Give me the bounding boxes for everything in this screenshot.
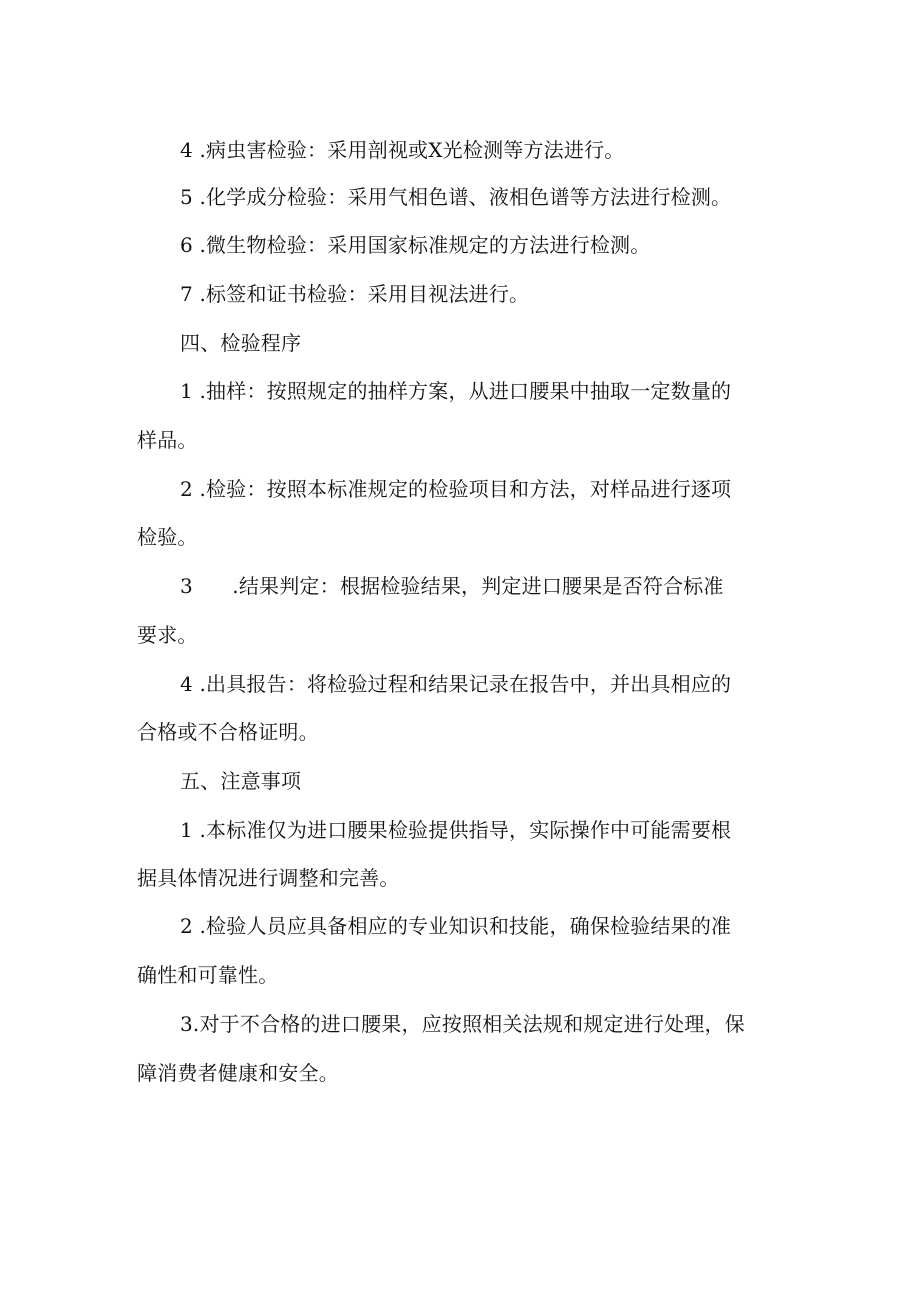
procedure-item-inspection-cont: 检验。 <box>137 525 198 549</box>
procedure-item-report-cont: 合格或不合格证明。 <box>137 720 319 744</box>
notes-item-nonconforming-cont: 障消费者健康和安全。 <box>137 1061 339 1085</box>
notes-item-personnel: 2 .检验人员应具备相应的专业知识和技能，确保检验结果的准 <box>180 914 732 938</box>
procedure-item-inspection: 2 .检验：按照本标准规定的检验项目和方法，对样品进行逐项 <box>180 477 732 501</box>
procedure-item-sampling: 1 .抽样：按照规定的抽样方案，从进口腰果中抽取一定数量的 <box>180 379 732 403</box>
list-item-label-inspection: 7 .标签和证书检验：采用目视法进行。 <box>180 282 530 306</box>
list-item-chemical-inspection: 5 .化学成分检验：采用气相色谱、液相色谱等方法进行检测。 <box>180 185 732 209</box>
list-item-microbe-inspection: 6 .微生物检验：采用国家标准规定的方法进行检测。 <box>180 233 651 257</box>
procedure-item-judgment: 3 .结果判定：根据检验结果，判定进口腰果是否符合标准 <box>180 574 724 598</box>
notes-item-personnel-cont: 确性和可靠性。 <box>137 963 279 987</box>
procedure-item-sampling-cont: 样品。 <box>137 428 198 452</box>
notes-item-guidance-cont: 据具体情况进行调整和完善。 <box>137 866 400 890</box>
section-heading-procedure: 四、检验程序 <box>180 331 302 355</box>
list-item-pest-inspection: 4 .病虫害检验：采用剖视或X光检测等方法进行。 <box>180 138 625 162</box>
section-heading-notes: 五、注意事项 <box>180 769 302 793</box>
procedure-item-judgment-cont: 要求。 <box>137 623 198 647</box>
notes-item-nonconforming: 3.对于不合格的进口腰果，应按照相关法规和规定进行处理，保 <box>180 1012 745 1036</box>
procedure-item-report: 4 .出具报告：将检验过程和结果记录在报告中，并出具相应的 <box>180 672 732 696</box>
notes-item-guidance: 1 .本标准仅为进口腰果检验提供指导，实际操作中可能需要根 <box>180 818 732 842</box>
